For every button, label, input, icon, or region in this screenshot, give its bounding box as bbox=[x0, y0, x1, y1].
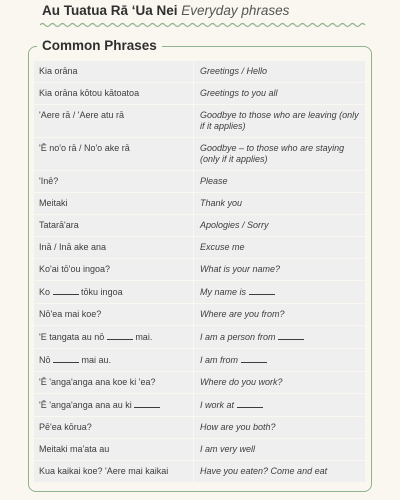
maori-phrase: Pē'ea kōrua? bbox=[34, 417, 194, 438]
fill-in-blank bbox=[278, 331, 304, 340]
maori-phrase: Kia orāna bbox=[34, 61, 194, 82]
english-translation: Have you eaten? Come and eat bbox=[200, 466, 328, 476]
maori-phrase: Ko'ai tō'ou ingoa? bbox=[34, 259, 194, 280]
page-title: Au Tuatua Rā ‘Ua Nei bbox=[42, 3, 178, 18]
maori-phrase-end: mai au. bbox=[81, 355, 112, 365]
maori-phrase: Meitaki ma'ata au bbox=[34, 439, 194, 460]
english-translation: How are you both? bbox=[200, 422, 276, 432]
maori-phrase bbox=[34, 394, 194, 416]
english-phrase-start: I work at bbox=[200, 400, 235, 410]
phrase-row bbox=[34, 259, 365, 280]
maori-phrase: 'Ē 'anga'anga ana koe ki 'ea? bbox=[34, 372, 194, 393]
phrase-table bbox=[34, 61, 365, 483]
english-translation: Please bbox=[200, 176, 228, 186]
phrase-row bbox=[34, 394, 365, 416]
maori-phrase: Tatarā'ara bbox=[34, 215, 194, 236]
common-phrases-card bbox=[28, 38, 372, 492]
maori-phrase-start: Nō bbox=[39, 355, 51, 365]
maori-phrase-start: 'Ē 'anga'anga ana au ki bbox=[39, 400, 132, 410]
phrase-row bbox=[34, 461, 365, 482]
wavy-divider bbox=[40, 22, 366, 28]
maori-phrase: 'Aere rā / 'Aere atu rā bbox=[34, 105, 194, 137]
page-header bbox=[42, 2, 289, 20]
english-translation: Goodbye to those who are leaving (only if it applies) bbox=[200, 110, 359, 131]
english-translation: I am very well bbox=[200, 444, 256, 454]
maori-phrase bbox=[34, 281, 194, 303]
english-phrase-start: My name is bbox=[200, 287, 247, 297]
phrase-row bbox=[34, 417, 365, 438]
english-translation bbox=[194, 394, 365, 416]
maori-phrase bbox=[34, 349, 194, 371]
phrase-row bbox=[34, 439, 365, 460]
phrase-row bbox=[34, 61, 365, 82]
maori-phrase: 'Inē? bbox=[34, 171, 194, 192]
english-translation: Goodbye – to those who are staying (only if it applies) bbox=[200, 143, 345, 164]
fill-in-blank bbox=[53, 286, 79, 295]
phrase-row bbox=[34, 372, 365, 393]
english-translation bbox=[194, 326, 365, 348]
maori-phrase: Kua kaikai koe? 'Aere mai kaikai bbox=[34, 461, 194, 482]
phrase-row bbox=[34, 83, 365, 104]
phrase-row bbox=[34, 215, 365, 236]
maori-phrase: 'Ē no'o rā / No'o ake rā bbox=[34, 138, 194, 170]
phrase-row bbox=[34, 237, 365, 258]
maori-phrase-end: mai. bbox=[135, 332, 153, 342]
phrase-row bbox=[34, 171, 365, 192]
fill-in-blank bbox=[107, 331, 133, 340]
fill-in-blank bbox=[53, 354, 79, 363]
phrase-row bbox=[34, 105, 365, 137]
phrase-row bbox=[34, 304, 365, 325]
maori-phrase: Inā / Inā ake ana bbox=[34, 237, 194, 258]
english-translation: Greetings to you all bbox=[200, 88, 278, 98]
phrase-row bbox=[34, 349, 365, 371]
phrase-row bbox=[34, 138, 365, 170]
english-translation: Greetings / Hello bbox=[200, 66, 268, 76]
english-translation bbox=[194, 349, 365, 371]
fill-in-blank bbox=[134, 399, 160, 408]
maori-phrase: Meitaki bbox=[34, 193, 194, 214]
page-subtitle: Everyday phrases bbox=[181, 3, 290, 18]
maori-phrase-start: 'E tangata au nō bbox=[39, 332, 105, 342]
english-translation bbox=[194, 281, 365, 303]
english-translation: Apologies / Sorry bbox=[200, 220, 269, 230]
fill-in-blank bbox=[249, 286, 275, 295]
english-translation: Excuse me bbox=[200, 242, 245, 252]
phrase-row bbox=[34, 326, 365, 348]
phrase-row bbox=[34, 281, 365, 303]
english-translation: What is your name? bbox=[200, 264, 281, 274]
maori-phrase-start: Ko bbox=[39, 287, 51, 297]
fill-in-blank bbox=[241, 354, 267, 363]
maori-phrase: Nō'ea mai koe? bbox=[34, 304, 194, 325]
maori-phrase: Kia orāna kōtou kātoatoa bbox=[34, 83, 194, 104]
english-translation: Thank you bbox=[200, 198, 243, 208]
maori-phrase-end: tōku ingoa bbox=[81, 287, 123, 297]
english-translation: Where are you from? bbox=[200, 309, 285, 319]
fill-in-blank bbox=[237, 399, 263, 408]
english-phrase-start: I am a person from bbox=[200, 332, 276, 342]
english-translation: Where do you work? bbox=[200, 377, 283, 387]
english-phrase-start: I am from bbox=[200, 355, 239, 365]
maori-phrase bbox=[34, 326, 194, 348]
card-title: Common Phrases bbox=[37, 37, 162, 55]
phrase-row bbox=[34, 193, 365, 214]
